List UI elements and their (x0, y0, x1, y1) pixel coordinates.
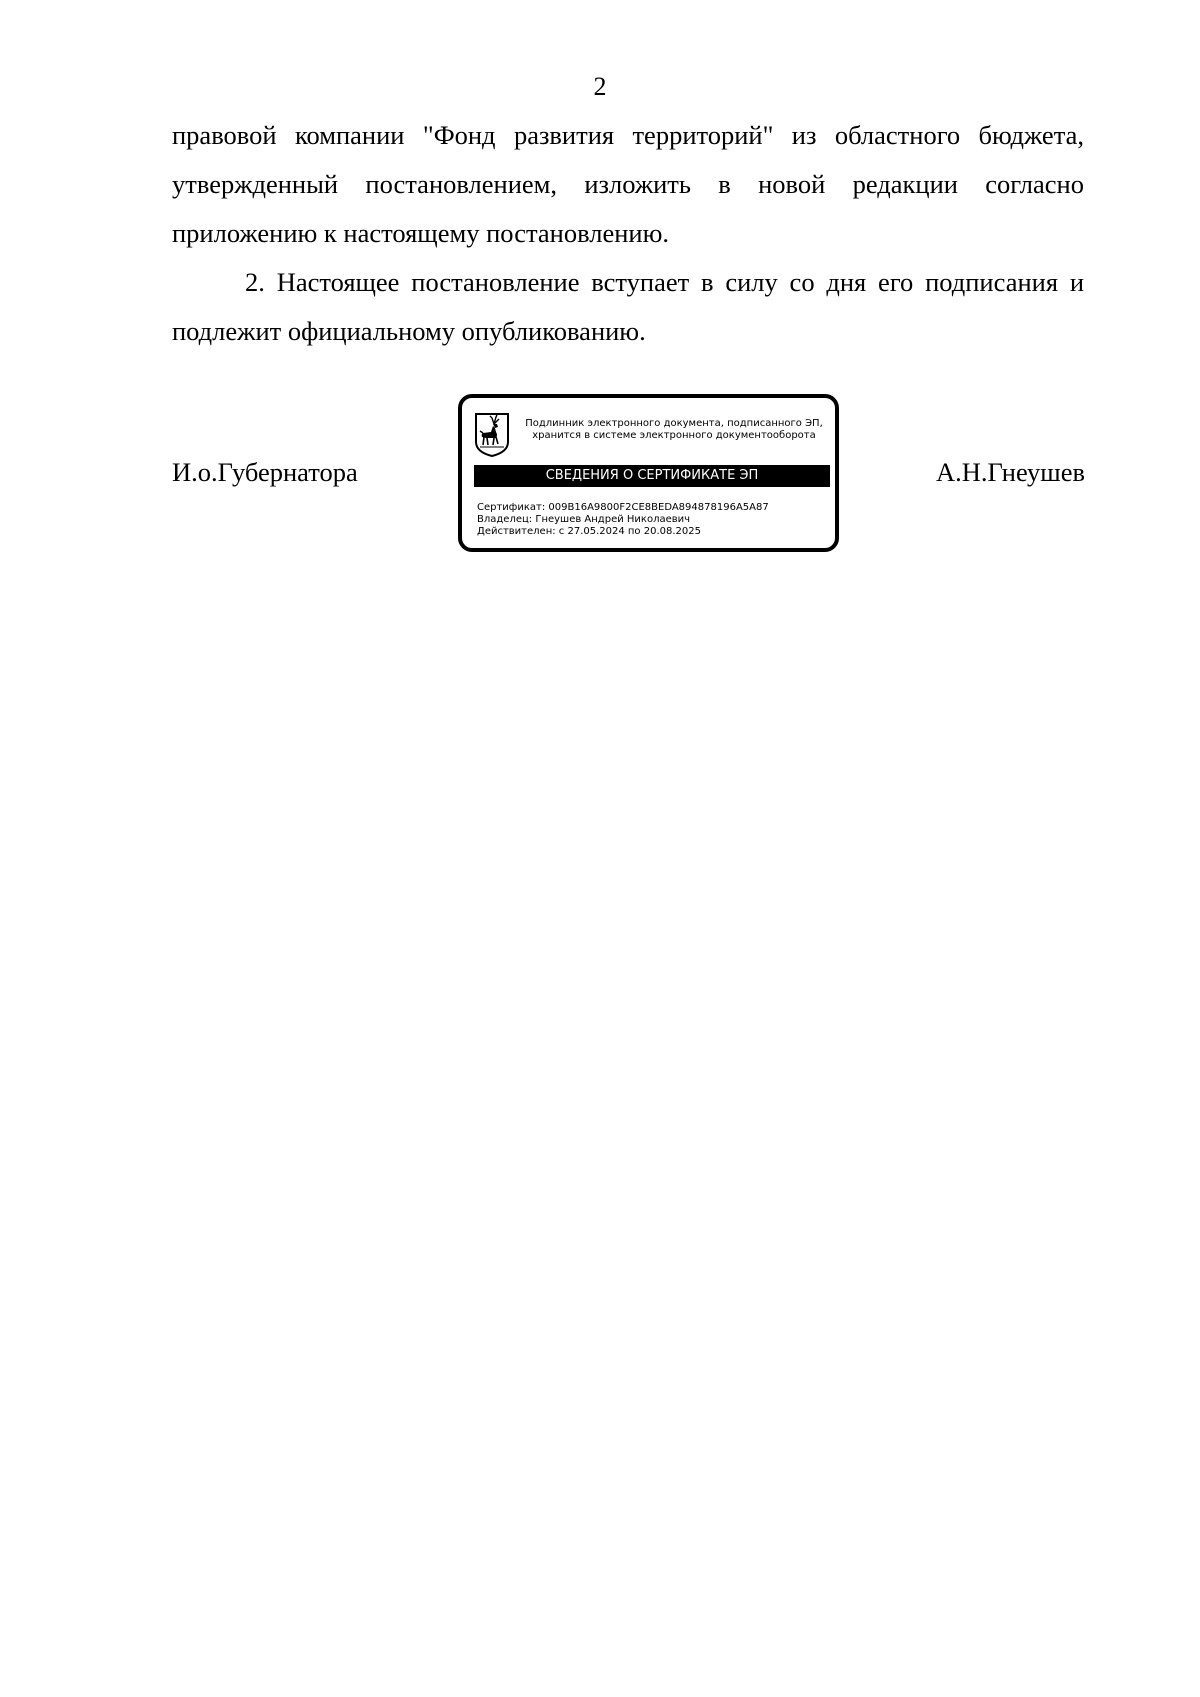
stamp-note-line: Подлинник электронного документа, подписанного ЭП, (525, 418, 823, 429)
certificate-header: СВЕДЕНИЯ О СЕРТИФИКАТЕ ЭП (474, 465, 830, 487)
document-body (172, 111, 1084, 356)
paragraph-continuation: правовой компании "Фонд развития территорий" из областного бюджета, утвержденный постановлением, изложить в новой редакции согласно приложению к настоящему постановлению. (172, 120, 1084, 248)
certificate-owner: Владелец: Гнеушев Андрей Николаевич (477, 514, 691, 525)
signatory-title: И.о.Губернатора (172, 457, 358, 487)
stamp-note (512, 418, 836, 442)
deer-emblem-icon (474, 412, 510, 458)
paragraph-item-2: 2. Настоящее постановление вступает в силу со дня его подписания и подлежит официальному опубликованию. (172, 267, 1084, 346)
signatory-name: А.Н.Гнеушев (935, 457, 1085, 487)
certificate-validity: Действителен: с 27.05.2024 по 20.08.2025 (477, 526, 701, 537)
page-number: 2 (593, 72, 607, 101)
electronic-signature-stamp (458, 394, 839, 552)
stamp-note-line: хранится в системе электронного документооборота (532, 430, 816, 441)
certificate-serial: Сертификат: 009B16A9800F2CE8BEDA894878196A5A87 (477, 502, 769, 513)
certificate-details (477, 502, 769, 538)
